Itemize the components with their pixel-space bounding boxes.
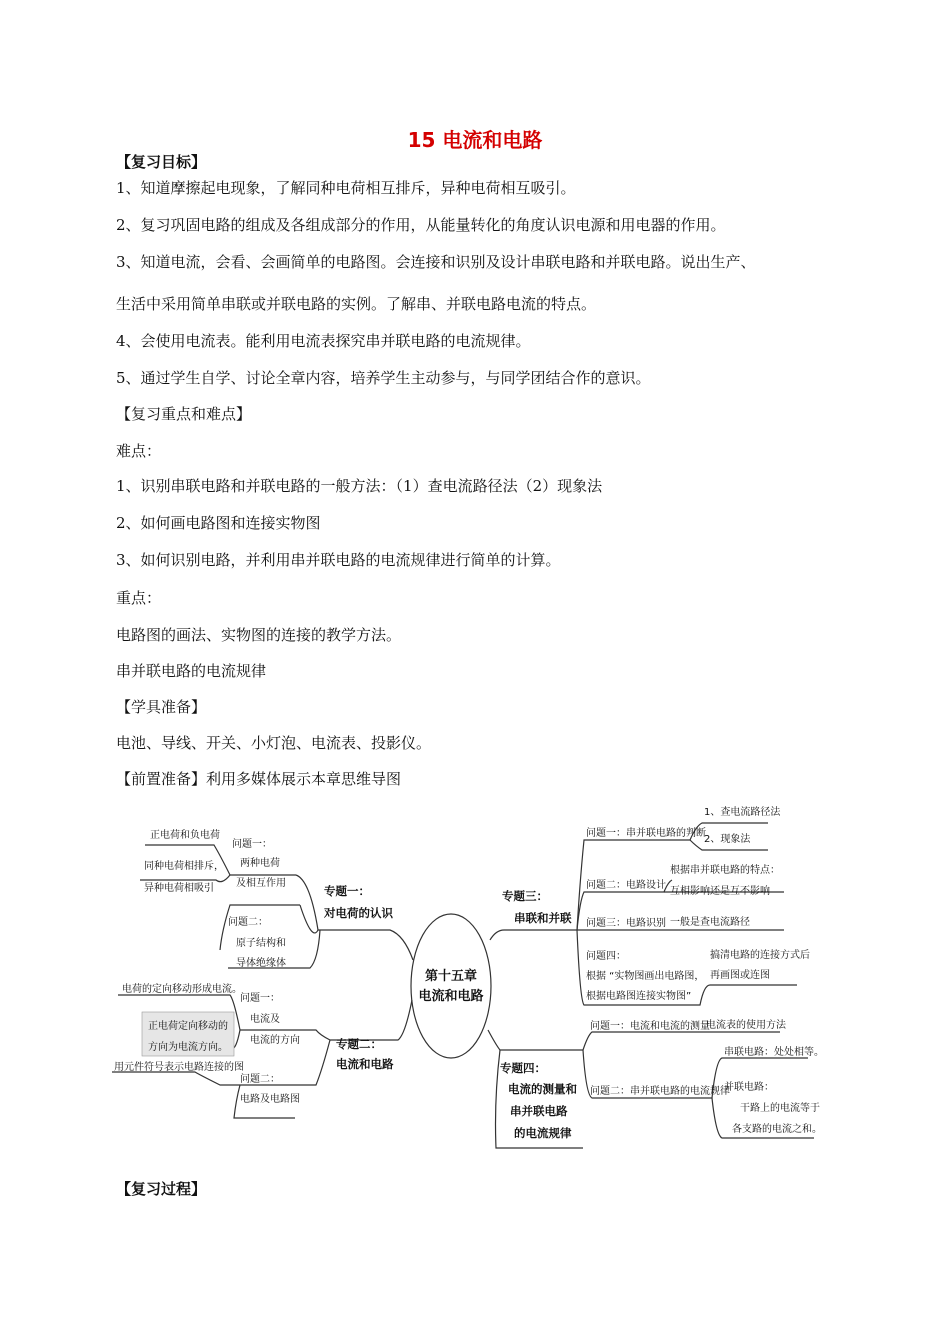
t4q2b-label-3: 各支路的电流之和。 bbox=[732, 1124, 822, 1135]
page-title: 15 电流和电路 bbox=[407, 128, 543, 152]
t2-label-1: 专题二： bbox=[336, 1037, 382, 1051]
process-heading: 【复习过程】 bbox=[116, 1180, 207, 1198]
t4q1-label: 问题一：电流和电流的测量 bbox=[590, 1021, 710, 1032]
objective-item: 1、知道摩擦起电现象，了解同种电荷相互排斥，异种电荷相互吸引。 bbox=[116, 179, 576, 197]
tools-heading: 【学具准备】 bbox=[116, 698, 207, 716]
t2q2-label-2: 电路及电路图 bbox=[240, 1094, 300, 1105]
keypoints-heading: 【复习重点和难点】 bbox=[116, 405, 252, 423]
objective-item: 4、会使用电流表。能利用电流表探究串并联电路的电流规律。 bbox=[116, 332, 531, 350]
t2q1-label-3: 电流的方向 bbox=[250, 1035, 300, 1046]
difficult-item: 1、识别串联电路和并联电路的一般方法：（1）查电流路径法（2）现象法 bbox=[116, 477, 603, 495]
t2q1b-label-2: 方向为电流方向。 bbox=[148, 1042, 228, 1053]
objective-item: 生活中采用简单串联或并联电路的实例。了解串、并联电路电流的特点。 bbox=[116, 295, 597, 313]
t1q1-label-1: 问题一： bbox=[232, 839, 272, 850]
t1q1b-label-1: 同种电荷相排斥， bbox=[144, 861, 224, 872]
t1q1-label-3: 及相互作用 bbox=[236, 878, 286, 889]
t2q2a-label: 用元件符号表示电路连接的图 bbox=[114, 1062, 244, 1073]
objective-item: 3、知道电流，会看、会画简单的电路图。会连接和识别及设计串联电路和并联电路。说出生产、 bbox=[116, 253, 756, 271]
t4q2b-label-1: 并联电路： bbox=[724, 1082, 774, 1093]
objectives-heading: 【复习目标】 bbox=[116, 153, 207, 171]
t1q2-label-1: 问题二： bbox=[228, 917, 268, 928]
t4q2-label: 问题二：串并联电路的电流规律 bbox=[590, 1086, 730, 1097]
t3q3a-label: 一般是查电流路径 bbox=[670, 917, 750, 928]
center-label-1: 第十五章 bbox=[424, 969, 478, 984]
prep-heading: 【前置准备】 bbox=[116, 770, 207, 788]
t3q1a-label: 1、查电流路径法 bbox=[704, 807, 781, 818]
difficult-item: 2、如何画电路图和连接实物图 bbox=[116, 514, 321, 532]
t3q3-label: 问题三：电路识别 bbox=[586, 918, 666, 929]
t3q4-label-3: 根据电路图连接实物图” bbox=[586, 991, 692, 1002]
t3q4-label-1: 问题四： bbox=[586, 951, 626, 962]
t4q2b-label-2: 干路上的电流等于 bbox=[740, 1103, 820, 1114]
center-label-2: 电流和电路 bbox=[418, 989, 484, 1004]
t1-label-1: 专题一： bbox=[324, 884, 370, 898]
objective-item: 5、通过学生自学、讨论全章内容，培养学生主动参与，与同学团结合作的意识。 bbox=[116, 369, 651, 387]
t2q1b-label-1: 正电荷定向移动的 bbox=[148, 1021, 228, 1032]
t3q1b-label: 2、现象法 bbox=[704, 834, 751, 845]
t3-label-2: 串联和并联 bbox=[514, 911, 572, 925]
t3q2-label: 问题二：电路设计 bbox=[586, 880, 666, 891]
t1q1-label-2: 两种电荷 bbox=[240, 858, 280, 869]
objective-item: 2、复习巩固电路的组成及各组成部分的作用，从能量转化的角度认识电源和用电器的作用。 bbox=[116, 216, 726, 234]
t2q1-label-2: 电流及 bbox=[250, 1014, 280, 1025]
t3q4a-label-1: 搞清电路的连接方式后 bbox=[710, 950, 810, 961]
t4q1a-label: 电流表的使用方法 bbox=[706, 1020, 786, 1031]
t1q1b-label-2: 异种电荷相吸引 bbox=[144, 883, 214, 894]
key-label: 重点： bbox=[116, 589, 162, 607]
t4-label-4: 的电流规律 bbox=[514, 1126, 572, 1140]
prep-text: 利用多媒体展示本章思维导图 bbox=[206, 770, 402, 788]
t4-label-3: 串并联电路 bbox=[510, 1104, 568, 1118]
t1q2-label-2: 原子结构和 bbox=[236, 938, 286, 949]
t3q1-label: 问题一：串并联电路的判断 bbox=[586, 828, 706, 839]
t3q4a-label-2: 再画图或连图 bbox=[710, 970, 770, 981]
t2q1-label-1: 问题一： bbox=[240, 993, 280, 1004]
t2q2-label-1: 问题二： bbox=[240, 1074, 280, 1085]
t3-label-1: 专题三： bbox=[502, 889, 548, 903]
key-item: 串并联电路的电流规律 bbox=[116, 662, 267, 680]
t1-label-2: 对电荷的认识 bbox=[324, 906, 393, 920]
difficult-label: 难点： bbox=[116, 442, 162, 460]
mindmap-center-node bbox=[411, 914, 491, 1058]
t4-label-1: 专题四： bbox=[500, 1061, 546, 1075]
t2q1a-label: 电荷的定向移动形成电流。 bbox=[122, 984, 242, 995]
t3q4-label-2: 根据 “实物图画出电路图， bbox=[586, 971, 705, 982]
t4q2a-label: 串联电路：处处相等。 bbox=[724, 1047, 824, 1058]
t1q1a-label: 正电荷和负电荷 bbox=[150, 830, 220, 841]
t3q2a-label-1: 根据串并联电路的特点： bbox=[670, 865, 780, 876]
t1q2-label-3: 导体绝缘体 bbox=[236, 958, 286, 969]
difficult-item: 3、如何识别电路，并利用串并联电路的电流规律进行简单的计算。 bbox=[116, 551, 561, 569]
key-item: 电路图的画法、实物图的连接的教学方法。 bbox=[116, 626, 402, 644]
tools-text: 电池、导线、开关、小灯泡、电流表、投影仪。 bbox=[116, 734, 432, 752]
t2-label-2: 电流和电路 bbox=[336, 1057, 394, 1071]
t4-label-2: 电流的测量和 bbox=[508, 1082, 577, 1096]
t3q2a-label-2: 互相影响还是互不影响 bbox=[670, 886, 770, 897]
